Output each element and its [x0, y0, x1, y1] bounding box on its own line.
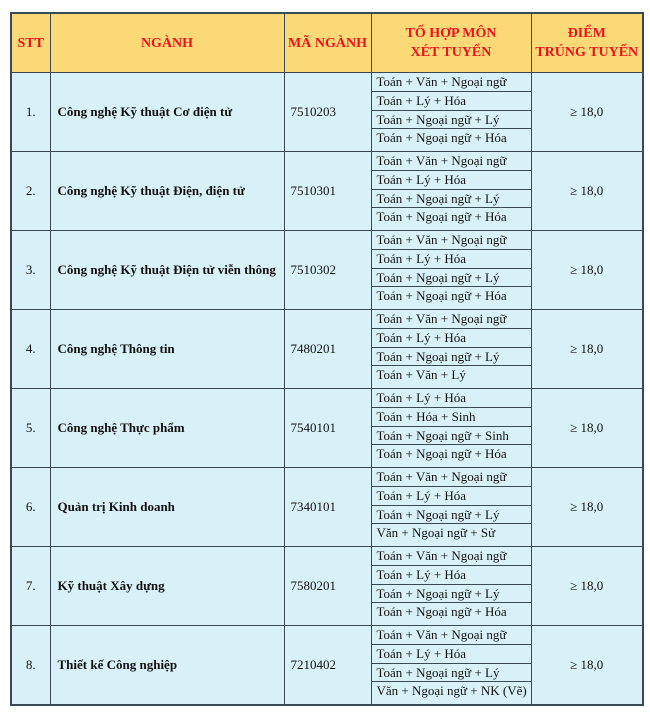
- subject-combo: Toán + Ngoại ngữ + Lý: [372, 348, 531, 367]
- subject-combo: Toán + Ngoại ngữ + Lý: [372, 269, 531, 288]
- nganh-cell: Công nghệ Kỹ thuật Điện tử viễn thông: [50, 231, 284, 310]
- ma-nganh-cell: 7540101: [284, 389, 371, 468]
- table-row: [11, 468, 643, 547]
- admission-table: [10, 12, 644, 706]
- ma-nganh-cell: 7580201: [284, 547, 371, 626]
- subject-combo: Toán + Ngoại ngữ + Hóa: [376, 130, 507, 146]
- header-diem-line2: TRÚNG TUYỂN: [535, 45, 639, 60]
- to-hop-cell: [371, 73, 531, 152]
- subject-combo: Toán + Văn + Ngoại ngữ: [372, 152, 531, 171]
- subject-combo: Toán + Lý + Hóa: [372, 329, 531, 348]
- nganh-cell: Kỹ thuật Xây dựng: [50, 547, 284, 626]
- header-row: [11, 13, 643, 73]
- to-hop-cell: [371, 389, 531, 468]
- table-row: [11, 152, 643, 231]
- header-diem-line1: ĐIỂM: [567, 26, 606, 41]
- to-hop-cell: [371, 152, 531, 231]
- table-row: [11, 389, 643, 468]
- table-row: [11, 626, 643, 706]
- to-hop-cell: [371, 231, 531, 310]
- header-stt: STT: [11, 13, 50, 73]
- stt-cell: 3.: [11, 231, 50, 310]
- diem-cell: ≥ 18,0: [531, 73, 643, 152]
- subject-combo: Toán + Ngoại ngữ + Lý: [372, 190, 531, 209]
- subject-combo: Văn + Ngoại ngữ + Sử: [376, 525, 496, 541]
- diem-cell: ≥ 18,0: [531, 547, 643, 626]
- nganh-cell: Thiết kế Công nghiệp: [50, 626, 284, 706]
- subject-combo: Toán + Văn + Ngoại ngữ: [372, 231, 531, 250]
- subject-combo: Toán + Lý + Hóa: [372, 566, 531, 585]
- subject-combo: Toán + Ngoại ngữ + Lý: [372, 111, 531, 130]
- diem-cell: ≥ 18,0: [531, 468, 643, 547]
- nganh-cell: Công nghệ Kỹ thuật Cơ điện tử: [50, 73, 284, 152]
- subject-combo: Toán + Lý + Hóa: [372, 92, 531, 111]
- to-hop-cell: [371, 626, 531, 706]
- stt-cell: 1.: [11, 73, 50, 152]
- header-to-hop-line2: XÉT TUYỂN: [410, 45, 492, 60]
- header-to-hop-line1: TỔ HỢP MÔN: [405, 26, 497, 41]
- subject-combo: Toán + Văn + Lý: [376, 367, 466, 383]
- nganh-cell: Công nghệ Thông tin: [50, 310, 284, 389]
- ma-nganh-cell: 7210402: [284, 626, 371, 706]
- diem-cell: ≥ 18,0: [531, 389, 643, 468]
- header-diem: [531, 13, 643, 73]
- ma-nganh-cell: 7480201: [284, 310, 371, 389]
- stt-cell: 5.: [11, 389, 50, 468]
- subject-combo: Toán + Lý + Hóa: [372, 487, 531, 506]
- diem-cell: ≥ 18,0: [531, 231, 643, 310]
- subject-combo: Toán + Văn + Ngoại ngữ: [372, 310, 531, 329]
- subject-combo: Toán + Ngoại ngữ + Hóa: [376, 604, 507, 620]
- to-hop-cell: [371, 547, 531, 626]
- nganh-cell: Công nghệ Kỹ thuật Điện, điện tử: [50, 152, 284, 231]
- header-ma-nganh: MÃ NGÀNH: [284, 13, 371, 73]
- subject-combo: Toán + Ngoại ngữ + Hóa: [376, 209, 507, 225]
- ma-nganh-cell: 7340101: [284, 468, 371, 547]
- stt-cell: 2.: [11, 152, 50, 231]
- subject-combo: Toán + Ngoại ngữ + Lý: [372, 585, 531, 604]
- to-hop-cell: [371, 310, 531, 389]
- subject-combo: Toán + Lý + Hóa: [372, 645, 531, 664]
- ma-nganh-cell: 7510302: [284, 231, 371, 310]
- subject-combo: Toán + Ngoại ngữ + Hóa: [376, 288, 507, 304]
- ma-nganh-cell: 7510301: [284, 152, 371, 231]
- subject-combo: Toán + Văn + Ngoại ngữ: [372, 468, 531, 487]
- subject-combo: Toán + Lý + Hóa: [372, 250, 531, 269]
- subject-combo: Toán + Văn + Ngoại ngữ: [372, 73, 531, 92]
- subject-combo: Toán + Hóa + Sinh: [372, 408, 531, 427]
- to-hop-cell: [371, 468, 531, 547]
- subject-combo: Toán + Ngoại ngữ + Sinh: [372, 427, 531, 446]
- ma-nganh-cell: 7510203: [284, 73, 371, 152]
- subject-combo: Toán + Văn + Ngoại ngữ: [372, 547, 531, 566]
- subject-combo: Văn + Ngoại ngữ + NK (Vẽ): [376, 683, 527, 699]
- table-row: [11, 231, 643, 310]
- subject-combo: Toán + Lý + Hóa: [372, 389, 531, 408]
- stt-cell: 4.: [11, 310, 50, 389]
- diem-cell: ≥ 18,0: [531, 152, 643, 231]
- stt-cell: 8.: [11, 626, 50, 706]
- diem-cell: ≥ 18,0: [531, 626, 643, 706]
- subject-combo: Toán + Ngoại ngữ + Lý: [372, 506, 531, 525]
- diem-cell: ≥ 18,0: [531, 310, 643, 389]
- stt-cell: 6.: [11, 468, 50, 547]
- subject-combo: Toán + Ngoại ngữ + Lý: [372, 664, 531, 683]
- header-to-hop: [371, 13, 531, 73]
- subject-combo: Toán + Văn + Ngoại ngữ: [372, 626, 531, 645]
- table-row: [11, 310, 643, 389]
- table-row: [11, 547, 643, 626]
- nganh-cell: Công nghệ Thực phẩm: [50, 389, 284, 468]
- subject-combo: Toán + Ngoại ngữ + Hóa: [376, 446, 507, 462]
- table-row: [11, 73, 643, 152]
- nganh-cell: Quản trị Kinh doanh: [50, 468, 284, 547]
- stt-cell: 7.: [11, 547, 50, 626]
- header-nganh: NGÀNH: [50, 13, 284, 73]
- subject-combo: Toán + Lý + Hóa: [372, 171, 531, 190]
